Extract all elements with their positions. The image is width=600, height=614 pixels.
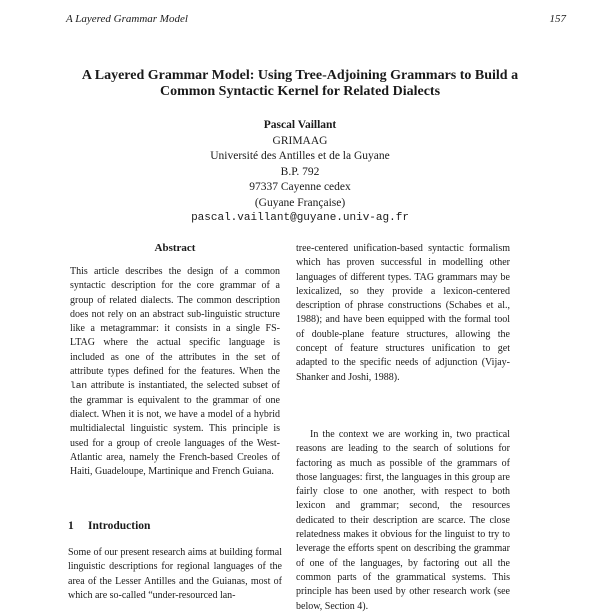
abstract-heading: Abstract xyxy=(154,242,196,254)
paper-title-line-1: A Layered Grammar Model: Using Tree-Adjoining Grammars to Build a xyxy=(81,68,519,83)
section-number: 1 xyxy=(68,520,74,532)
author-city: 97337 Cayenne cedex xyxy=(249,181,351,193)
right-paragraph-1: tree-centered unification-based syntactic formalism which has proven successful in modelling other languages of different types. TAG grammars may be lexicalized, so they provide a lexicon-centered description of phrase constructions (Schabes et al., 1988); and have been equipped with the formal tool of double-plane feature structures, allowing the concept of feature structures unification to get adapted to the specific needs of adjunction (Vijay-Shanker and Joshi, 1988). xyxy=(296,243,510,383)
section-heading-introduction xyxy=(68,520,150,532)
abstract-text-part-2: attribute is instantiated, the selected subset of the grammar is equivalent to the grammar of one dialect. When it is not, we have a model of a hybrid multidialectal linguistic system. This principle is used for a group of creole languages of the West-Atlantic area, namely the French-based Creoles of Haiti, Guadeloupe, Martinique and French Guiana. xyxy=(70,380,280,478)
right-column-paragraph-2 xyxy=(296,428,510,614)
author-block xyxy=(100,118,500,227)
author-name: Pascal Vaillant xyxy=(263,119,337,131)
author-university: Université des Antilles et de la Guyane xyxy=(210,150,390,162)
right-paragraph-2: In the context we are working in, two practical reasons are leading to the search of solutions for factoring as much as possible of the grammars of those languages: first, the languages in this group are fairly close to one another, with respect to both lexicon and grammar; second, the resources dedicated to their description are scarce. The close relatedness makes it obvious for the linguist to try to leverage the efforts spent on describing the grammar of one of the languages, by factoring out all the common parts of the grammatical systems. This principle has been used by other research work (see below, Section 4). xyxy=(296,429,510,612)
paper-title xyxy=(50,68,550,100)
introduction-paragraph: Some of our present research aims at building formal linguistic descriptions for regional languages of the area of the Lesser Antilles and the Guianas, most of which are so-called “under-resourced lan- xyxy=(68,547,282,601)
page-number: 157 xyxy=(549,13,566,25)
author-country: (Guyane Française) xyxy=(254,196,346,209)
author-email[interactable]: pascal.vaillant@guyane.univ-ag.fr xyxy=(191,212,409,224)
abstract-text-part-1: This article describes the design of a common syntactic description for the core grammar of a group of related dialects. The common description does not rely on an abstract sub-linguistic structure like a metagrammar: it consists in a single FS-LTAG where the actual specific language is included as one of the attributes in the set of attribute types defined for the features. When the xyxy=(70,266,280,378)
paper-title-line-2: Common Syntactic Kernel for Related Dialects xyxy=(159,84,441,99)
abstract-body xyxy=(68,265,282,479)
introduction-text xyxy=(68,546,282,603)
running-head-title: A Layered Grammar Model xyxy=(66,13,188,25)
author-po-box: B.P. 792 xyxy=(280,165,320,178)
author-affiliation: GRIMAAG xyxy=(272,134,328,147)
right-column-paragraph-1 xyxy=(296,242,510,385)
abstract-code-lan: lan xyxy=(70,380,88,392)
running-head xyxy=(66,12,566,26)
section-title: Introduction xyxy=(88,520,151,532)
